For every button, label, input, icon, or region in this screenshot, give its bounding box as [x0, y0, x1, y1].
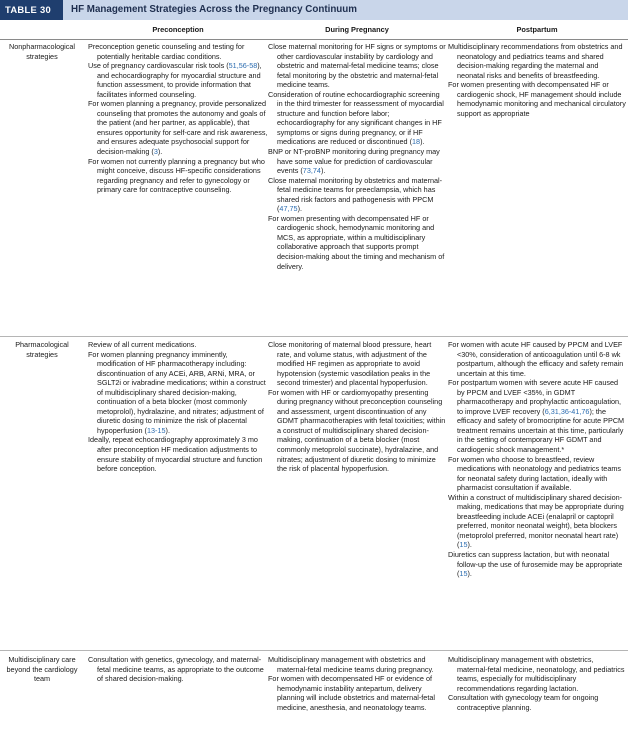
- row-category-label: Multidisciplinary care beyond the cardiology team: [6, 655, 78, 684]
- reference-link[interactable]: 15: [459, 540, 468, 550]
- cell-preconception: [88, 42, 268, 195]
- reference-link[interactable]: 47,75: [279, 204, 298, 214]
- reference-link[interactable]: 3: [153, 147, 158, 157]
- table-row-multidisciplinary: [0, 650, 628, 712]
- bullet-paragraph: [268, 147, 446, 176]
- reference-link[interactable]: 51,56-58: [228, 61, 258, 71]
- row-category-label: Pharmacological strategies: [15, 340, 69, 359]
- reference-link[interactable]: 73,74: [302, 166, 321, 176]
- bullet-paragraph: [448, 493, 626, 550]
- bullet-paragraph: [88, 99, 268, 156]
- cell-during-pregnancy: [268, 42, 446, 271]
- bullet-paragraph: [268, 340, 446, 388]
- column-header-preconception: Preconception: [152, 25, 204, 34]
- cell-during-pregnancy: [268, 340, 446, 474]
- paragraph-text: For women with decompensated HF or evidence of hemodynamic instability antepartum, delivery planning will include obstetrics and maternal-fetal medicine, anesthesia, and neonatology teams.: [268, 674, 435, 712]
- paragraph-text: BNP or NT-proBNP monitoring during pregnancy may have some value for prediction of cardiovascular events (: [268, 147, 440, 176]
- paragraph-text: ); the efficacy and safety of bromocriptine for acute PPCM treatment remains uncertain at this time, particularly in the setting of contemporary HF GDMT and cardiogenic shock management.*: [457, 406, 625, 455]
- bullet-paragraph: [268, 176, 446, 214]
- paragraph-text: Preconception genetic counseling and testing for potentially heritable cardiac conditions.: [88, 42, 245, 61]
- reference-link[interactable]: 15: [459, 569, 468, 579]
- bullet-paragraph: [448, 655, 626, 693]
- paragraph-text: Multidisciplinary recommendations from obstetrics and neonatology and pediatrics teams and shared decision-making regarding the maternal and neonatal risks and benefits of breastfeeding.: [448, 42, 623, 80]
- paragraph-text: Diuretics can suppress lactation, but with neonatal follow-up the use of furosemide may be appropriate (: [448, 550, 623, 579]
- paragraph-text: For women presenting with decompensated HF or cardiogenic shock, hemodynamic monitoring and MCS, as appropriate, within a multidisciplinary collaborative approach that supports prompt decision-making about the timing and mechanism of delivery.: [268, 213, 445, 271]
- paragraph-text: ), and echocardiography for myocardial structure and function assessment, to provide information that facilitates informed counseling.: [97, 61, 262, 99]
- bullet-paragraph: [448, 693, 626, 712]
- table-number-tag: TABLE 30: [0, 0, 63, 20]
- table-header-row: [0, 21, 628, 40]
- cell-postpartum: [448, 340, 626, 579]
- cell-preconception: [88, 655, 268, 684]
- bullet-paragraph: [268, 214, 446, 271]
- paragraph-text: Close maternal monitoring by obstetrics and maternal-fetal medicine teams for preeclampsia, which has shared risk factors and pathogenesis with PPCM (: [268, 175, 443, 214]
- bullet-paragraph: [448, 340, 626, 378]
- paragraph-text: ).: [297, 204, 303, 214]
- column-header-during-pregnancy: During Pregnancy: [325, 25, 389, 34]
- paragraph-text: Within a construct of multidisciplinary shared decision-making, medications that may be appropriate during breastfeeding include ACEi (enalapril or captopril preferred, monitor neonatal weight), beta blockers (metoprolol preferred, monitor neonatal heart rate) (: [448, 492, 624, 550]
- paragraph-text: For women planning pregnancy imminently, modification of HF pharmacotherapy including: discontinuation of any ACEi, ARB, ARNi, MRA, or SGLT2i or ivabradine medications; within a construct of multidisciplinary shared decision-making, continuation of a beta blocker (most commonly metoprolol), hydralazine, and nitrates; adjustment of diuretic dosing to minimize the risk of placental hypoperfusion (: [88, 349, 266, 435]
- cell-preconception: [88, 340, 268, 474]
- paragraph-text: Multidisciplinary management with obstetrics, maternal-fetal medicine, neonatology, and pediatrics teams, especially for multidisciplinary recommendations regarding lactation.: [448, 655, 625, 693]
- paragraph-text: For women presenting with decompensated HF or cardiogenic shock, HF management should include hemodynamic monitoring and mechanical circulatory support as appropriate: [448, 80, 626, 118]
- bullet-paragraph: [268, 388, 446, 474]
- bullet-paragraph: [88, 655, 268, 684]
- bullet-paragraph: [88, 61, 268, 99]
- paragraph-text: Consultation with gynecology team for ongoing contraceptive planning.: [448, 693, 599, 712]
- paragraph-text: ).: [157, 147, 163, 157]
- paragraph-text: Consultation with genetics, gynecology, and maternal-fetal medicine teams, as appropriate to the outcome of shared decision-making.: [88, 655, 264, 684]
- paragraph-text: Multidisciplinary management with obstetrics and maternal-fetal medicine teams during pregnancy.: [268, 655, 434, 674]
- table-row-pharmacological: [0, 336, 628, 579]
- paragraph-text: Close maternal monitoring for HF signs or symptoms or other cardiovascular instability by cardiology and obstetric and maternal-fetal medicine teams; close fetal monitoring by the obstetric and maternal-fetal medicine teams.: [268, 42, 446, 90]
- bullet-paragraph: [268, 90, 446, 147]
- paragraph-text: For women who choose to breastfeed, review medications with neonatology and pediatrics teams for neonatal safety during lactation, ideally with pharmacist consultation if available.: [448, 454, 622, 493]
- cell-during-pregnancy: [268, 655, 446, 712]
- bullet-paragraph: [88, 157, 268, 195]
- paragraph-text: Close monitoring of maternal blood pressure, heart rate, and volume status, with adjustment of the modified HF regimen as appropriate to avoid hypotension (systemic vasodilation peaks in the second trimester) and placental hypoperfusion.: [268, 340, 432, 388]
- bullet-paragraph: [448, 378, 626, 454]
- bullet-paragraph: [448, 550, 626, 579]
- cell-postpartum: [448, 655, 626, 712]
- bullet-paragraph: [268, 674, 446, 712]
- bullet-paragraph: [88, 42, 268, 61]
- bullet-paragraph: [88, 435, 268, 473]
- paragraph-text: ).: [467, 540, 472, 550]
- bullet-paragraph: [448, 455, 626, 493]
- bullet-paragraph: [448, 80, 626, 118]
- reference-link[interactable]: 18: [412, 137, 421, 147]
- paragraph-text: ).: [420, 137, 425, 147]
- paragraph-text: Ideally, repeat echocardiography approximately 3 mo after preconception HF medication adjustments to ensure stability of myocardial structure and function before conception.: [88, 435, 263, 474]
- table-title-bar: [0, 0, 628, 20]
- paragraph-text: Review of all current medications.: [88, 340, 197, 349]
- paragraph-text: For women not currently planning a pregnancy but who might conceive, discuss HF-specific considerations regarding pregnancy and refer to gynecology or primary care for contraceptive counseling.: [88, 156, 265, 195]
- bullet-paragraph: [268, 655, 446, 674]
- paragraph-text: ).: [467, 569, 472, 579]
- cell-postpartum: [448, 42, 626, 118]
- table-title: HF Management Strategies Across the Pregnancy Continuum: [71, 4, 357, 15]
- column-header-postpartum: Postpartum: [516, 25, 558, 34]
- paragraph-text: Consideration of routine echocardiographic screening in the third trimester for reassessment of myocardial structure and function before labor; echocardiography for any significant changes in HF symptoms or signs during pregnancy, or if HF medications are reduced or discontinued (: [268, 89, 444, 147]
- bullet-paragraph: [88, 350, 268, 436]
- reference-link[interactable]: 6,31,36-41,76: [544, 406, 590, 416]
- bullet-paragraph: [448, 42, 626, 80]
- paragraph-text: Use of pregnancy cardiovascular risk tools (: [88, 61, 229, 71]
- paragraph-text: ).: [320, 166, 326, 176]
- paragraph-text: For women planning a pregnancy, provide personalized counseling that promotes the autonomy and goals of the patient (and her partner, as applicable), that ensures opportunity for self-care and risk awareness, and ensures adequate psychosocial support for decision-making (: [88, 99, 268, 157]
- bullet-paragraph: [88, 340, 268, 350]
- row-category-label: Nonpharmacological strategies: [8, 42, 76, 61]
- paragraph-text: For women with HF or cardiomyopathy presenting during pregnancy without preconception counseling and assessment, urgent discontinuation of any GDMT pharmacotherapies with fetal toxicities; within a construct of multidisciplinary shared decision-making, continuation of a beta blocker (most commonly metoprolol succinate), hydralazine, and nitrates; adjustment of diuretic dosing to minimize the risk of placental hypoperfusion.: [268, 387, 446, 474]
- paragraph-text: ).: [165, 425, 170, 435]
- paragraph-text: For women with acute HF caused by PPCM and LVEF <30%, consideration of anticoagulation until 6-8 wk postpartum, although the efficacy and safety remain uncertain at this time.: [448, 340, 624, 378]
- bullet-paragraph: [268, 42, 446, 90]
- reference-link[interactable]: 13-15: [146, 425, 166, 435]
- paragraph-text: For postpartum women with severe acute HF caused by PPCM and LVEF <35%, in GDMT pharmacotherapy and prophylactic anticoagulation, to improve LVEF recovery (: [448, 378, 622, 416]
